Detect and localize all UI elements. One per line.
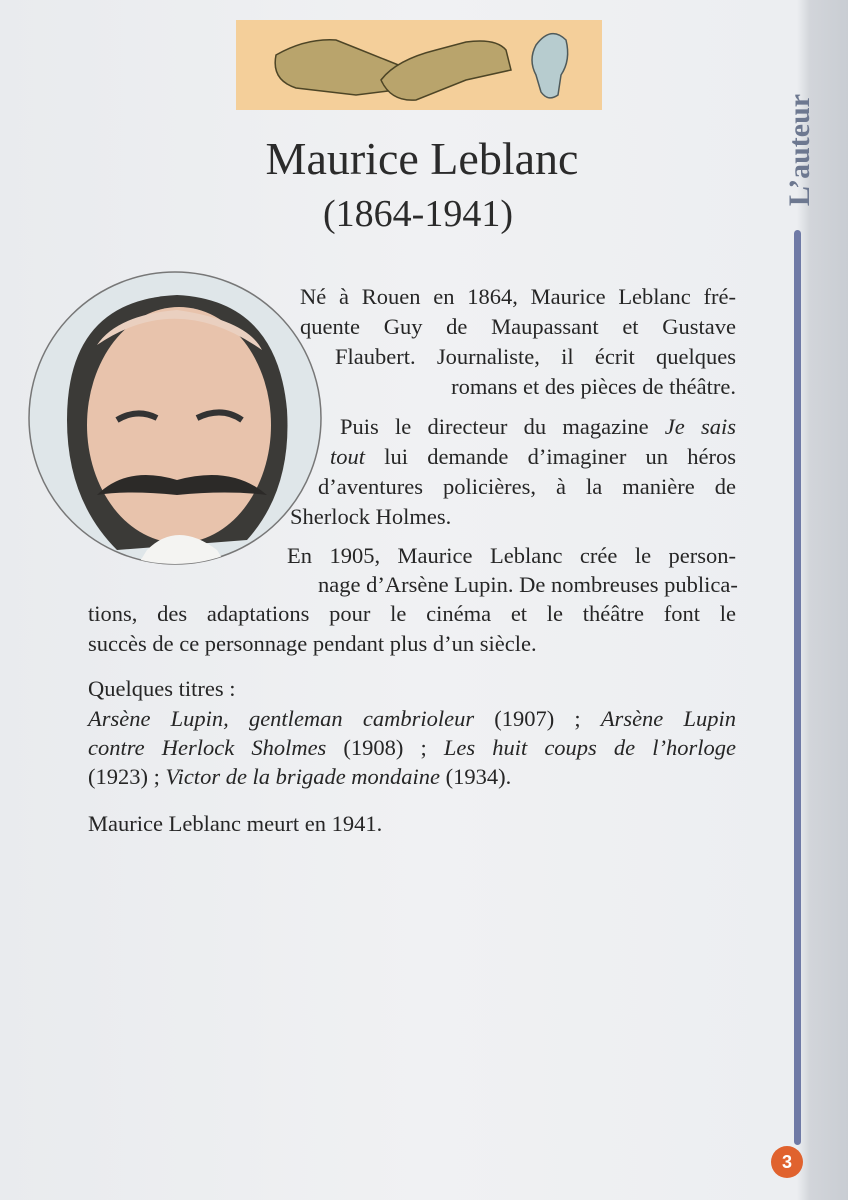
text-line [287,543,736,569]
text-line [88,764,588,790]
text-line [340,414,736,440]
text-line [290,504,490,530]
gloves-illustration [236,20,602,110]
italic-title: contre Herlock Sholmes [88,735,327,760]
italic-title: Arsène Lupin [600,706,736,731]
dates-text: (1864-1941) [323,193,513,235]
author-dates [0,192,848,236]
text-segment: (1908) ; [326,735,444,760]
italic-title: Victor de la brigade mondaine [165,764,441,789]
text-line [352,374,736,400]
text-segment: (1923) ; [88,764,166,789]
text-line [88,706,736,732]
page-number-badge [771,1146,803,1178]
text-line [88,676,388,702]
text-line [88,811,488,837]
author-name: Maurice Leblanc [265,133,579,184]
text-segment: Maurice Leblanc meurt en 1941. [88,811,383,836]
text-segment: En 1905, Maurice Leblanc crée le person- [287,543,736,568]
text-segment: (1907) ; [474,706,601,731]
text-line [88,735,736,761]
text-line [318,572,736,598]
text-segment: Flaubert. Journaliste, il écrit quelques [335,344,736,369]
text-segment: succès de ce personnage pendant plus d’un siècle. [88,631,537,656]
italic-title: tout [330,444,366,469]
text-segment: quente Guy de Maupassant et Gustave [300,314,736,339]
text-segment: Puis le directeur du magazine [340,414,665,439]
italic-title: Je sais [664,414,736,439]
text-segment: lui demande d’imaginer un héros [365,444,736,469]
italic-title: Arsène Lupin, gentleman cambrioleur [88,706,475,731]
page-number: 3 [781,1151,792,1172]
page-title [0,132,848,185]
text-segment: (1934). [440,764,512,789]
text-line [88,601,736,627]
text-segment: Quelques titres : [88,676,236,701]
section-label-text: L’auteur [783,93,816,207]
side-bar-divider [794,230,801,1145]
text-segment: romans et des pièces de théâtre. [451,374,736,399]
text-line [300,284,736,310]
author-portrait [27,270,323,566]
text-line [318,474,736,500]
text-segment: d’aventures policières, à la manière de [318,474,736,499]
text-line [330,444,736,470]
text-line [88,631,736,657]
section-label [770,80,830,220]
text-line [335,344,736,370]
text-segment: tions, des adaptations pour le cinéma et le théâtre font le [88,601,736,626]
text-segment: Né à Rouen en 1864, Maurice Leblanc fré- [300,284,736,309]
text-segment: Sherlock Holmes. [290,504,452,529]
text-segment: nage d’Arsène Lupin. De nombreuses publica- [318,572,738,597]
italic-title: Les huit coups de l’horloge [443,735,736,760]
text-line [300,314,736,340]
